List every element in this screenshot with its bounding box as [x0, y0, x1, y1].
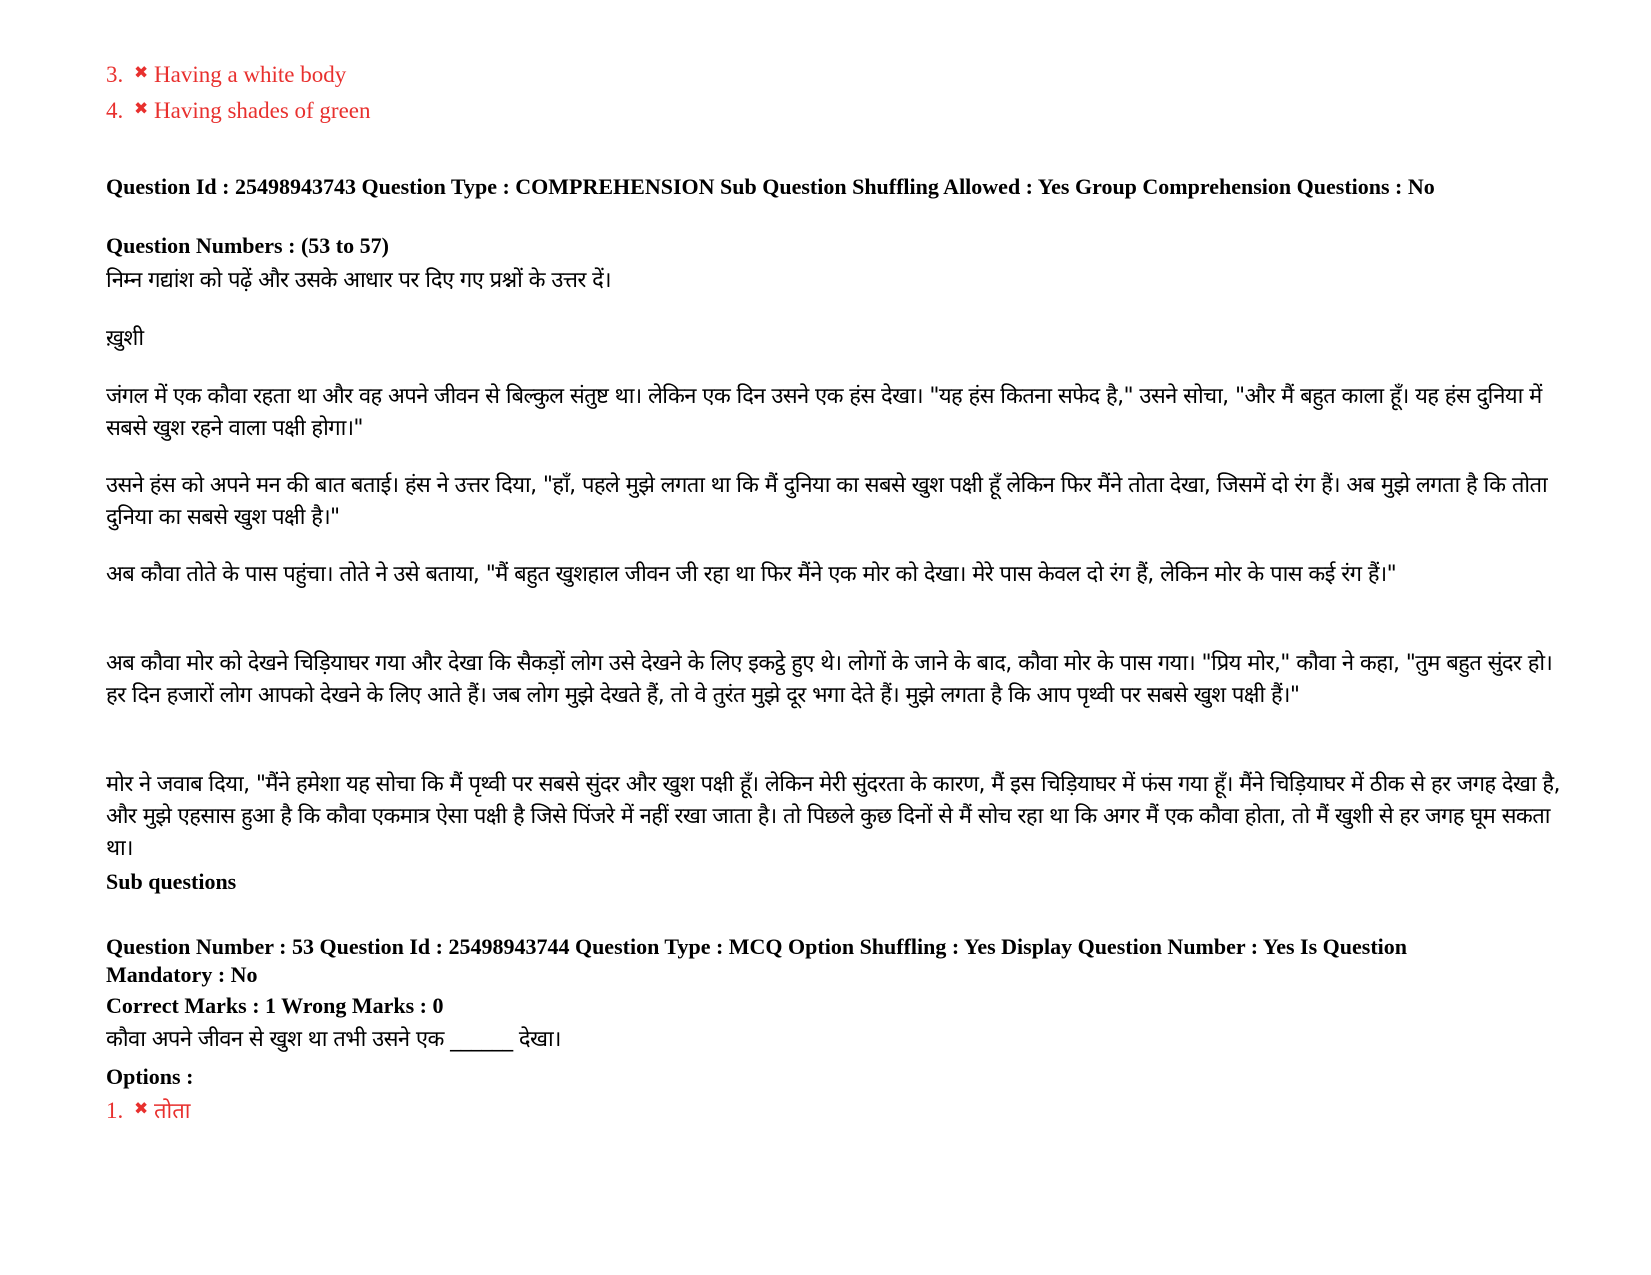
option-text: Having a white body	[154, 62, 347, 87]
question-meta: Question Number : 53 Question Id : 25498943744 Question Type : MCQ Option Shuffling : Yes Display Question Number : Yes Is Question Mandatory : No	[106, 934, 1407, 987]
option-text: तोता	[154, 1099, 191, 1124]
passage-paragraph-2: उसने हंस को अपने मन की बात बताई। हंस ने उत्तर दिया, "हाँ, पहले मुझे लगता था कि मैं दुनिया का सबसे खुश पक्षी हूँ लेकिन फिर मैंने तोता देखा, जिसमें दो रंग हैं। अब मुझे लगता है कि तोता दुनिया का सबसे खुश पक्षी है।"	[106, 473, 1548, 530]
option-3	[106, 62, 346, 88]
question-text: कौवा अपने जीवन से खुश था तभी उसने एक ______ देखा।	[106, 1027, 561, 1052]
question-numbers: Question Numbers : (53 to 57)	[106, 233, 389, 258]
option-number: 1.	[106, 1098, 124, 1123]
option-1	[106, 1095, 190, 1125]
cross-icon: ✖	[134, 1099, 149, 1119]
comprehension-meta: Question Id : 25498943743 Question Type : COMPREHENSION Sub Question Shuffling Allowed : Yes Group Comprehension Questions : No	[106, 174, 1435, 199]
passage-title: ख़ुशी	[106, 326, 144, 351]
passage-paragraph-5: मोर ने जवाब दिया, "मैंने हमेशा यह सोचा कि मैं पृथ्वी पर सबसे सुंदर और खुश पक्षी हूँ। लेकिन मेरी सुंदरता के कारण, मैं इस चिड़ियाघर में फंस गया हूँ। मैंने चिड़ियाघर में ठीक से हर जगह देखा है, और मुझे एहसास हुआ है कि कौवा एकमात्र ऐसा पक्षी है जिसे पिंजरे में नहीं रखा जाता है। तो पिछले कुछ दिनों से मैं सोच रहा था कि अगर मैं एक कौवा होता, तो मैं खुशी से हर जगह घूम सकता था।	[106, 772, 1560, 861]
option-number: 4.	[106, 98, 124, 123]
passage-paragraph-3: अब कौवा तोते के पास पहुंचा। तोते ने उसे बताया, "मैं बहुत खुशहाल जीवन जी रहा था फिर मैंने एक मोर को देखा। मेरे पास केवल दो रंग हैं, लेकिन मोर के पास कई रंग हैं।"	[106, 562, 1397, 587]
passage-paragraph-1: जंगल में एक कौवा रहता था और वह अपने जीवन से बिल्कुल संतुष्ट था। लेकिन एक दिन उसने एक हंस देखा। "यह हंस कितना सफेद है," उसने सोचा, "और मैं बहुत काला हूँ। यह हंस दुनिया में सबसे खुश रहने वाला पक्षी होगा।"	[106, 384, 1542, 441]
cross-icon: ✖	[134, 63, 149, 83]
option-4	[106, 98, 371, 124]
options-label: Options :	[106, 1064, 194, 1089]
cross-icon: ✖	[134, 99, 149, 119]
option-text: Having shades of green	[154, 98, 371, 123]
option-number: 3.	[106, 62, 124, 87]
marks-line: Correct Marks : 1 Wrong Marks : 0	[106, 993, 444, 1018]
passage-paragraph-4: अब कौवा मोर को देखने चिड़ियाघर गया और देखा कि सैकड़ों लोग उसे देखने के लिए इकट्ठे हुए थे। लोगों के जाने के बाद, कौवा मोर के पास गया। "प्रिय मोर," कौवा ने कहा, "तुम बहुत सुंदर हो। हर दिन हजारों लोग आपको देखने के लिए आते हैं। जब लोग मुझे देखते हैं, तो वे तुरंत मुझे दूर भगा देते हैं। मुझे लगता है कि आप पृथ्वी पर सबसे खुश पक्षी हैं।"	[106, 651, 1553, 708]
sub-questions-label: Sub questions	[106, 869, 237, 894]
passage-instruction: निम्न गद्यांश को पढ़ें और उसके आधार पर दिए गए प्रश्नों के उत्तर दें।	[106, 268, 611, 293]
